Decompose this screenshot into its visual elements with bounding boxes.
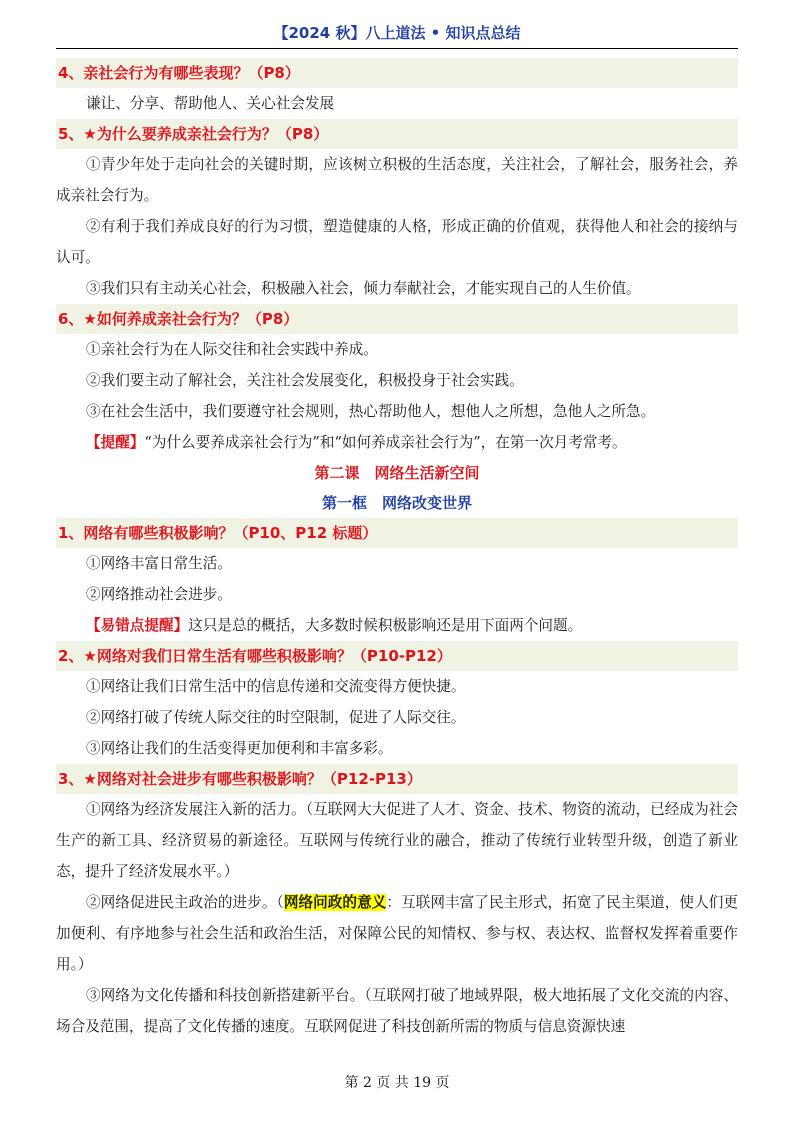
document-body (56, 58, 738, 1042)
answer-paragraph: ①青少年处于走向社会的关键时期，应该树立积极的生活态度，关注社会，了解社会，服务社会，养成亲社会行为。 (56, 156, 738, 204)
tip-label: 【提醒】 (86, 434, 145, 451)
tip-label: 【易错点提醒】 (86, 617, 189, 634)
answer-paragraph: ①亲社会行为在人际交往和社会实践中养成。 (86, 341, 378, 358)
tip-text: 这只是总的概括，大多数时候积极影响还是用下面两个问题。 (188, 617, 583, 634)
answer-paragraph: ②有利于我们养成良好的行为习惯，塑造健康的人格，形成正确的价值观，获得他人和社会的接纳与认可。 (56, 218, 738, 266)
header-title: 【2024 秋】八上道法 • 知识点总结 (273, 24, 521, 42)
highlighted-term: 网络问政的意义 (283, 894, 387, 911)
answer-paragraph: ③网络为文化传播和科技创新搭建新平台。（互联网打破了地域界限，极大地拓展了文化交流的内容、场合及范围，提高了文化传播的速度。互联网促进了科技创新所需的物质与信息资源快速 (56, 987, 738, 1035)
question-heading: 3、★网络对社会进步有哪些积极影响？（P12-P13） (56, 764, 738, 794)
tip-text: “为什么要养成亲社会行为”和“如何养成亲社会行为”，在第一次月考常考。 (144, 434, 627, 451)
page-header (56, 22, 738, 49)
lesson-title: 第二课 网络生活新空间 (314, 464, 480, 482)
answer-paragraph: ①网络为经济发展注入新的活力。（互联网大大促进了人才、资金、技术、物资的流动，已经成为社会生产的新工具、经济贸易的新途径。互联网与传统行业的融合，推动了传统行业转型升级，创造了新业态，提升了经济发展水平。） (56, 801, 738, 880)
answer-paragraph: ②网络打破了传统人际交往的时空限制，促进了人际交往。 (86, 709, 466, 726)
question-heading: 1、网络有哪些积极影响？（P10、P12 标题） (56, 518, 738, 548)
tip-paragraph (56, 427, 738, 458)
answer-text: ：互联网丰富了民主形式，拓宽了民主渠道，使人们更加便利、有序地参与社会生活和政治生活，对保障公民的知情权、参与权、表达权、监督权发挥着重要作用。） (56, 894, 738, 973)
answer-paragraph: ③在社会生活中，我们要遵守社会规则，热心帮助他人，想他人之所想，急他人之所急。 (86, 403, 656, 420)
answer-paragraph: ①网络丰富日常生活。 (86, 555, 232, 572)
answer-paragraph: ③网络让我们的生活变得更加便利和丰富多彩。 (86, 740, 393, 757)
page-footer (0, 1072, 794, 1092)
answer-paragraph: ③我们只有主动关心社会，积极融入社会，倾力奉献社会，才能实现自己的人生价值。 (86, 280, 641, 297)
answer-paragraph: ②我们要主动了解社会，关注社会发展变化，积极投身于社会实践。 (86, 372, 524, 389)
question-heading: 5、★为什么要养成亲社会行为？（P8） (56, 119, 738, 149)
answer-paragraph: ②网络推动社会进步。 (86, 586, 232, 603)
answer-paragraph: ①网络让我们日常生活中的信息传递和交流变得方便快捷。 (86, 678, 466, 695)
section-title: 第一框 网络改变世界 (321, 494, 472, 512)
question-heading: 2、★网络对我们日常生活有哪些积极影响？（P10-P12） (56, 641, 738, 671)
question-heading: 6、★如何养成亲社会行为？（P8） (56, 304, 738, 334)
answer-paragraph: 谦让、分享、帮助他人、关心社会发展 (86, 95, 335, 112)
tip-paragraph (56, 610, 738, 641)
page-number: 第 2 页 共 19 页 (344, 1075, 450, 1091)
answer-text: ②网络促进民主政治的进步。（ (86, 894, 284, 911)
question-heading: 4、亲社会行为有哪些表现？（P8） (56, 58, 738, 88)
answer-paragraph (56, 887, 738, 980)
